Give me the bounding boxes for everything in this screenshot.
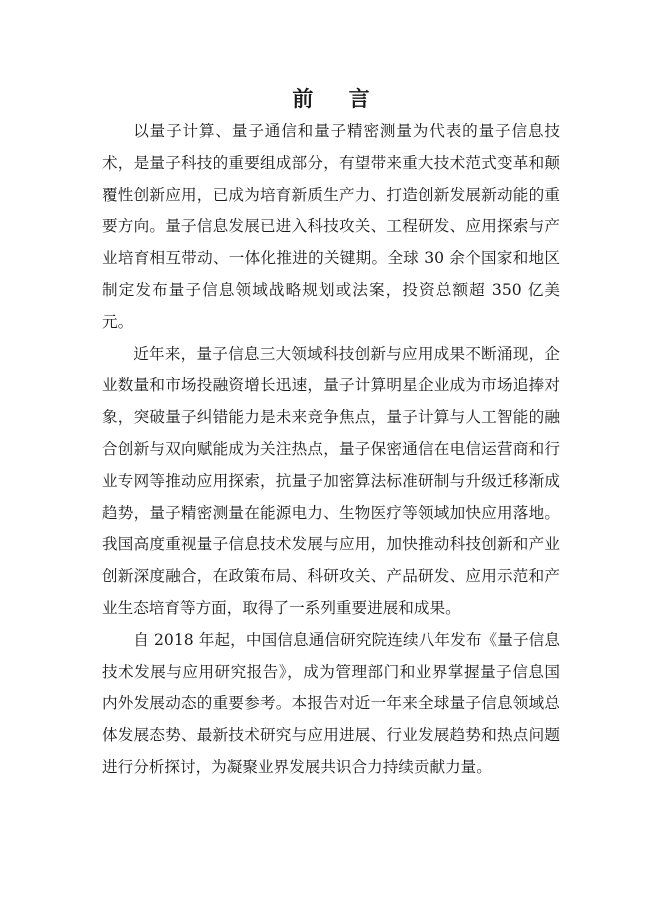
paragraph-1: 以量子计算、量子通信和量子精密测量为代表的量子信息技术，是量子科技的重要组成部分，有望带来重大技术范式变革和颠覆性创新应用，已成为培育新质生产力、打造创新发展新动能的重要方向。量子信息发展已进入科技攻关、工程研发、应用探索与产业培育相互带动、一体化推进的关键期。全球 30 余个国家和地区制定发布量子信息领域战略规划或法案，投资总额超 350 亿美元。: [102, 122, 560, 331]
document-body: [102, 116, 560, 784]
page-title: 前 言: [292, 87, 384, 111]
paragraph-3: 自 2018 年起，中国信息通信研究院连续八年发布《量子信息技术发展与应用研究报告》，成为管理部门和业界掌握量子信息国内外发展动态的重要参考。本报告对近一年来全球量子信息领域总体发展态势、最新技术研究与应用进展、行业发展趋势和热点问题进行分析探讨，为凝聚业界发展共识合力持续贡献力量。: [102, 630, 560, 776]
paragraph-2: 近年来，量子信息三大领域科技创新与应用成果不断涌现，企业数量和市场投融资增长迅速，量子计算明星企业成为市场追捧对象，突破量子纠错能力是未来竞争焦点，量子计算与人工智能的融合创新与双向赋能成为关注热点，量子保密通信在电信运营商和行业专网等推动应用探索，抗量子加密算法标准研制与升级迁移渐成趋势，量子精密测量在能源电力、生物医疗等领域加快应用落地。我国高度重视量子信息技术发展与应用，加快推动科技创新和产业创新深度融合，在政策布局、科研攻关、产品研发、应用示范和产业生态培育等方面，取得了一系列重要进展和成果。: [102, 344, 560, 617]
